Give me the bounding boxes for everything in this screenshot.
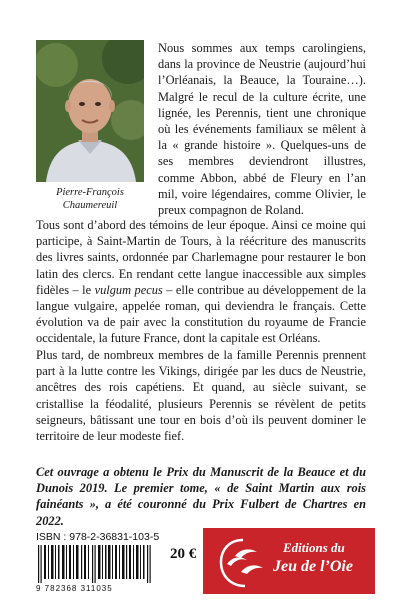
isbn-label: ISBN : 978-2-36831-103-5 xyxy=(36,531,160,543)
author-photo xyxy=(36,40,144,182)
author-last-name: Chaumereuil xyxy=(62,200,118,211)
intro-paragraph: Nous sommes aux temps carolingiens, dans la province de Neustrie (aujourd’hui l’Orléanais, la Beauce, la Touraine…). Malgré le recul de la culture écrite, une lignée, les Perennis, tient une chronique où les événements familiaux se mêlent à la « grande histoire ». Quelques-uns de ses membres deviendront illustres, comme Abbon, abbé de Fleury en l’an mil, voire légendaires, comme Olivier, le preux compagnon de Roland. xyxy=(158,41,366,218)
barcode-digits: 9 782368 311035 xyxy=(36,584,113,593)
author-caption xyxy=(28,186,152,212)
publisher-name-line1: Editions du xyxy=(283,540,345,555)
publisher-name-line2: Jeu de l’Oie xyxy=(273,558,353,575)
barcode-icon xyxy=(36,545,156,583)
prize-statement: Cet ouvrage a obtenu le Prix du Manuscrit de la Beauce et du Dunois 2019. Le premier tome, « de Saint Martin aux rois fainéants », a été couronné du Prix Fulbert de Chartres en 2022. xyxy=(36,465,366,528)
author-portrait-image xyxy=(36,40,144,182)
author-first-name: Pierre-François xyxy=(56,187,124,198)
isbn-block xyxy=(36,531,162,595)
vulgum-pecus-term: vulgum pecus xyxy=(94,282,163,297)
bottom-margin xyxy=(0,594,400,600)
third-paragraph: Plus tard, de nombreux membres de la famille Perennis prennent part à la lutte contre les Vikings, dirigée par les ducs de Neustrie, ancêtres des rois capétiens. Et quand, au siècle suivant, se cristallise la féodalité, plusieurs Perennis se révèlent de petits seigneurs, bâtissant une tour en bois d’où ils peuvent dominer le territoire de leur modeste fief. xyxy=(36,348,366,444)
second-paragraph xyxy=(36,217,366,347)
goose-logo-icon xyxy=(215,536,271,590)
second-paragraph-part-b: – elle contribue au développement de la langue vulgaire, appelée roman, qui deviendra le français. Cette évolution va de pair avec la constitution du royaume de Francie occidentale, la future France, dont la capitale est Orléans. xyxy=(36,282,366,346)
publisher-banner xyxy=(203,528,375,600)
price-label: 20 € xyxy=(170,546,197,562)
second-paragraph-part-a: Tous sont d’abord des témoins de leur époque. Ainsi ce moine qui participe, à Saint-Martin de Tours, à la réécriture des manuscrits des livres saints, ordonnée par Charlemagne pour restaurer le bon latin des clercs. En rendant cette langue inaccessible aux simples fidèles – le xyxy=(36,218,366,297)
